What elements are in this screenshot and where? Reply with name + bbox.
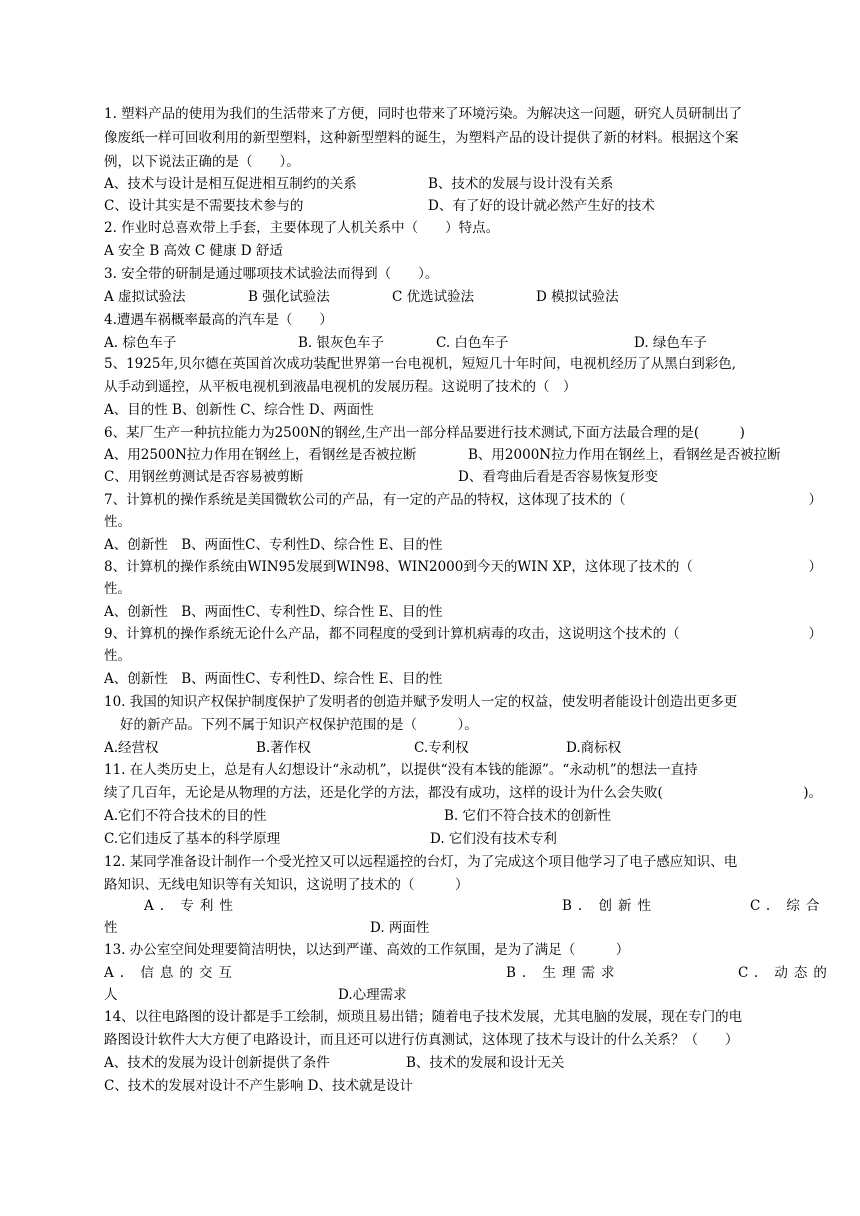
q1-option-b: B、技术的发展与设计没有关系 xyxy=(428,176,614,192)
q12-stem-line1: 12. 某同学准备设计制作一个受光控又可以远程遥控的台灯，为了完成这个项目他学习了电子感应知识、电 xyxy=(104,854,738,870)
q12-option-b: B. 创新性 xyxy=(562,898,658,914)
q14-option-b: B、技术的发展和设计无关 xyxy=(406,1055,565,1071)
q9-options: A、创新性 B、两面性C、专利性D、综合性 E、目的性 xyxy=(104,671,443,687)
q12-option-c-continued: 性 xyxy=(104,920,118,936)
q2-stem: 2. 作业时总喜欢带上手套，主要体现了人机关系中（ ）特点。 xyxy=(104,220,500,236)
q1-stem-line3: 例，以下说法正确的是（ ）。 xyxy=(104,154,300,170)
q10-option-b: B.著作权 xyxy=(256,740,311,756)
q11-stem-text: 续了几百年，无论是从物理的方法，还是化学的方法，都没有成功，这样的设计为什么会失败( xyxy=(104,785,663,801)
q11-bracket-close: )。 xyxy=(803,785,822,801)
q10-stem-line1: 10. 我国的知识产权保护制度保护了发明者的创造并赋予发明人一定的权益，使发明者能设计创造出更多更 xyxy=(104,694,738,710)
q12-option-c: C. 综合 xyxy=(750,898,826,914)
q11-option-a: A.它们不符合技术的目的性 xyxy=(104,808,267,824)
q6-option-a: A、用2500N拉力作用在钢丝上，看钢丝是否被拉断 xyxy=(104,447,417,463)
q5-options: A、目的性 B、创新性 C、综合性 D、两面性 xyxy=(104,402,374,418)
q9-stem-line1 xyxy=(104,622,822,646)
q8-bracket-close: ） xyxy=(808,559,822,575)
q13-option-c: C. 动态的 xyxy=(738,965,833,981)
q9-stem-line2: 性。 xyxy=(104,648,131,664)
q9-stem-text: 9、计算机的操作系统无论什么产品，都不同程度的受到计算机病毒的攻击，这说明这个技术的（ xyxy=(104,626,680,642)
q11-option-b: B. 它们不符合技术的创新性 xyxy=(444,808,612,824)
q10-option-c: C.专利权 xyxy=(414,740,469,756)
q6-option-d: D、看弯曲后看是否容易恢复形变 xyxy=(458,469,658,485)
q6-option-b: B、用2000N拉力作用在钢丝上，看钢丝是否被拉断 xyxy=(468,447,781,463)
q7-stem-line2: 性。 xyxy=(104,514,131,530)
q5-stem-line2: 从手动到遥控，从平板电视机到液晶电视机的发展历程。这说明了技术的（ ） xyxy=(104,379,577,395)
q8-stem-line2: 性。 xyxy=(104,581,131,597)
q3-option-a: A 虚拟试验法 xyxy=(104,289,186,305)
q4-option-b: B. 银灰色车子 xyxy=(298,335,385,351)
q3-option-b: B 强化试验法 xyxy=(248,289,330,305)
q8-options: A、创新性 B、两面性C、专利性D、综合性 E、目的性 xyxy=(104,604,443,620)
q1-stem-line1: 1. 塑料产品的使用为我们的生活带来了方便，同时也带来了环境污染。为解决这一问题，研究人员研制出了 xyxy=(104,106,743,122)
q4-stem: 4.遭遇车祸概率最高的汽车是（ ） xyxy=(104,312,333,328)
q9-bracket-close: ） xyxy=(808,626,822,642)
q7-options: A、创新性 B、两面性C、专利性D、综合性 E、目的性 xyxy=(104,537,443,553)
q5-stem-line1: 5、1925年,贝尔德在英国首次成功装配世界第一台电视机，短短几十年时间，电视机经历了从黑白到彩色, xyxy=(104,356,737,372)
q3-option-c: C 优选试验法 xyxy=(392,289,475,305)
q7-stem-line1 xyxy=(104,488,822,512)
q10-stem-line2: 好的新产品。下列不属于知识产权保护范围的是（ ）。 xyxy=(120,717,478,733)
q4-option-a: A. 棕色车子 xyxy=(104,335,177,351)
q3-option-d: D 模拟试验法 xyxy=(536,289,619,305)
q11-option-c: C.它们违反了基本的科学原理 xyxy=(104,831,281,847)
q1-option-a: A、技术与设计是相互促进相互制约的关系 xyxy=(104,176,357,192)
q2-options: A 安全 B 高效 C 健康 D 舒适 xyxy=(104,243,283,259)
q12-option-d: D. 两面性 xyxy=(370,920,430,936)
q10-option-d: D.商标权 xyxy=(566,740,622,756)
q1-option-d: D、有了好的设计就必然产生好的技术 xyxy=(428,198,655,214)
q1-stem-line2: 像废纸一样可回收利用的新型塑料，这种新型塑料的诞生，为塑料产品的设计提供了新的材料。根据这个案 xyxy=(104,130,739,146)
q8-stem-text: 8、计算机的操作系统由WIN95发展到WIN98、WIN2000到今天的WIN XP，这体现了技术的（ xyxy=(104,559,693,575)
q13-option-c-continued: 人 xyxy=(104,987,118,1003)
q11-stem-line1: 11. 在人类历史上，总是有人幻想设计“永动机”，以提供“没有本钱的能源”。“永动机”的想法一直持 xyxy=(104,762,698,778)
q7-bracket-close: ） xyxy=(808,492,822,508)
q8-stem-line1 xyxy=(104,555,822,579)
q1-option-c: C、设计其实是不需要技术参与的 xyxy=(104,198,304,214)
q14-option-a: A、技术的发展为设计创新提供了条件 xyxy=(104,1055,330,1071)
q12-option-a: A. 专利性 xyxy=(144,898,239,914)
q11-option-d: D. 它们没有技术专利 xyxy=(430,831,557,847)
q13-option-b: B. 生理需求 xyxy=(506,965,621,981)
q12-stem-line2: 路知识、无线电知识等有关知识，这说明了技术的（ ） xyxy=(104,877,469,893)
q13-option-d: D.心理需求 xyxy=(338,987,407,1003)
q10-option-a: A.经营权 xyxy=(104,740,159,756)
q13-option-a: A. 信息的交互 xyxy=(104,965,238,981)
q11-stem-line2 xyxy=(104,781,822,805)
q4-option-d: D. 绿色车子 xyxy=(634,335,707,351)
q14-stem-line2: 路图设计软件大大方便了电路设计，而且还可以进行仿真测试，这体现了技术与设计的什么关系？（ ） xyxy=(104,1032,739,1048)
q3-stem: 3. 安全带的研制是通过哪项技术试验法而得到（ ）。 xyxy=(104,266,439,282)
q14-stem-line1: 14、以往电路图的设计都是手工绘制，烦琐且易出错；随着电子技术发展，尤其电脑的发展，现在专门的电 xyxy=(104,1009,743,1025)
q14-options-row2: C、技术的发展对设计不产生影响 D、技术就是设计 xyxy=(104,1078,413,1094)
q6-option-c: C、用钢丝剪测试是否容易被剪断 xyxy=(104,469,304,485)
q6-stem: 6、某厂生产一种抗拉能力为2500N的钢丝,生产出一部分样品要进行技术测试,下面方法最合理的是( ) xyxy=(104,425,745,441)
q4-option-c: C. 白色车子 xyxy=(436,335,509,351)
q7-stem-text: 7、计算机的操作系统是美国微软公司的产品，有一定的产品的特权，这体现了技术的（ xyxy=(104,492,626,508)
q13-stem: 13. 办公室空间处理要简洁明快，以达到严谨、高效的工作氛围，是为了满足（ ） xyxy=(104,942,630,958)
